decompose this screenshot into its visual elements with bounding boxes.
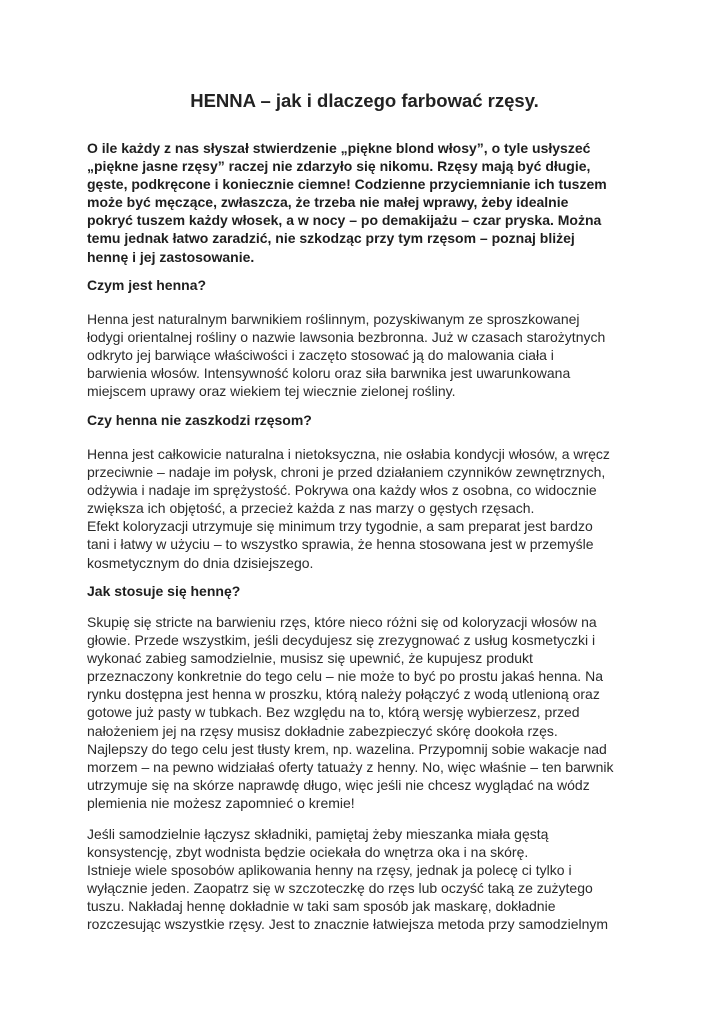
paragraph-line: zwiększa ich objętość, a przecież każda z nas marzy o gęstych rzęsach. <box>87 500 535 517</box>
paragraph-line: łodygi orientalnej rośliny o nazwie lawsonia bezbronna. Już w czasach starożytnych <box>87 329 606 346</box>
section-paragraph-how-to-apply <box>87 613 642 812</box>
section-heading-does-henna-harm: Czy henna nie zaszkodzi rzęsom? <box>87 412 312 428</box>
paragraph-line: Skupię się stricte na barwieniu rzęs, które nieco różni się od koloryzacji włosów na <box>87 614 597 630</box>
intro-line: pokryć tuszem każdy włosek, a w nocy – po demakijażu – czar pryska. Można <box>87 212 602 229</box>
paragraph-line: Efekt koloryzacji utrzymuje się minimum trzy tygodnie, a sam preparat jest bardzo <box>87 518 593 535</box>
section-paragraph-what-is-henna <box>87 310 642 400</box>
intro-line: „piękne jasne rzęsy” raczej nie zdarzyło się nikomu. Rzęsy mają być długie, <box>87 158 591 175</box>
paragraph-line: Najlepszy do tego celu jest tłusty krem, np. wazelina. Przypomnij sobie wakacje nad <box>87 740 607 757</box>
intro-line: O ile każdy z nas słyszał stwierdzenie „piękne blond włosy”, o tyle usłyszeć <box>87 140 591 156</box>
paragraph-line: gotowe już pasty w tubkach. Bez względu na to, którą wersję wybierzesz, przed <box>87 704 580 721</box>
paragraph-line: rozczesując wszystkie rzęsy. Jest to znacznie łatwiejsza metoda przy samodzielnym <box>87 916 609 933</box>
paragraph-line: Istnieje wiele sposobów aplikowania henny na rzęsy, jednak ja polecę ci tylko i <box>87 862 572 879</box>
paragraph-line: odkryto jej barwiące właściwości i zaczęto stosować ją do malowania ciała i <box>87 347 554 364</box>
paragraph-line: utrzymuje się na skórze naprawdę długo, więc jeśli nie chcesz wyglądać na wódz <box>87 776 590 793</box>
paragraph-line: kosmetycznym do dnia dzisiejszego. <box>87 554 314 571</box>
paragraph-line: miejscem uprawy oraz wiekiem tej wiecznie zielonej rośliny. <box>87 383 456 400</box>
paragraph-line: Henna jest naturalnym barwnikiem roślinnym, pozyskiwanym ze sproszkowanej <box>87 311 580 327</box>
paragraph-line: barwienia włosów. Intensywność koloru oraz siła barwnika jest uwarunkowana <box>87 365 571 382</box>
document-title: HENNA – jak i dlaczego farbować rzęsy. <box>190 90 539 111</box>
paragraph-line: morzem – na pewno widziałaś oferty tatuaży z henny. No, więc właśnie – ten barwnik <box>87 758 614 775</box>
paragraph-line: Henna jest całkowicie naturalna i nietoksyczna, nie osłabia kondycji włosów, a wręcz <box>87 446 610 462</box>
paragraph-line: plemienia nie możesz zapomnieć o kremie! <box>87 794 355 811</box>
section-paragraph-does-henna-harm <box>87 445 642 572</box>
document-body <box>87 88 642 933</box>
intro-line: hennę i jej zastosowanie. <box>87 248 255 265</box>
section-paragraph-application-method <box>87 825 642 934</box>
paragraph-line: konsystencję, zbyt wodnista będzie ociekała do wnętrza oka i na skórę. <box>87 844 529 861</box>
paragraph-line: wyłącznie jeden. Zaopatrz się w szczoteczkę do rzęs lub oczyść taką ze zużytego <box>87 880 593 897</box>
intro-line: gęste, podkręcone i koniecznie ciemne! Codzienne przyciemnianie ich tuszem <box>87 176 607 193</box>
intro-line: temu jednak łatwo zaradzić, nie szkodząc przy tym rzęsom – poznaj bliżej <box>87 230 575 247</box>
paragraph-line: odżywia i nadaje im sprężystość. Pokrywa ona każdy włos z osobna, co widocznie <box>87 482 597 499</box>
section-heading-what-is-henna: Czym jest henna? <box>87 277 207 293</box>
paragraph-line: tani i łatwy w użyciu – to wszystko sprawia, że henna stosowana jest w przemyśle <box>87 536 594 553</box>
paragraph-line: Jeśli samodzielnie łączysz składniki, pamiętaj żeby mieszanka miała gęstą <box>87 826 549 842</box>
paragraph-line: głowie. Przede wszystkim, jeśli decydujesz się zrezygnować z usług kosmetyczki i <box>87 632 596 649</box>
paragraph-line: rynku dostępna jest henna w proszku, którą należy połączyć z wodą utlenioną oraz <box>87 686 600 703</box>
paragraph-line: przeciwnie – nadaje im połysk, chroni je przed działaniem czynników zewnętrznych, <box>87 464 606 481</box>
intro-line: może być męczące, zwłaszcza, że trzeba nie małej wprawy, żeby idealnie <box>87 194 569 211</box>
intro-paragraph <box>87 139 642 266</box>
paragraph-line: nałożeniem jej na rzęsy musisz dokładnie zabezpieczyć skórę dookoła rzęs. <box>87 722 558 739</box>
paragraph-line: wykonać zabieg samodzielnie, musisz się upewnić, że kupujesz produkt <box>87 650 533 667</box>
paragraph-line: przeznaczony konkretnie do tego celu – nie może to być po prostu jakaś henna. Na <box>87 668 603 685</box>
section-heading-how-to-apply: Jak stosuje się hennę? <box>87 583 241 599</box>
paragraph-line: tuszu. Nakładaj hennę dokładnie w taki sam sposób jak maskarę, dokładnie <box>87 898 556 915</box>
